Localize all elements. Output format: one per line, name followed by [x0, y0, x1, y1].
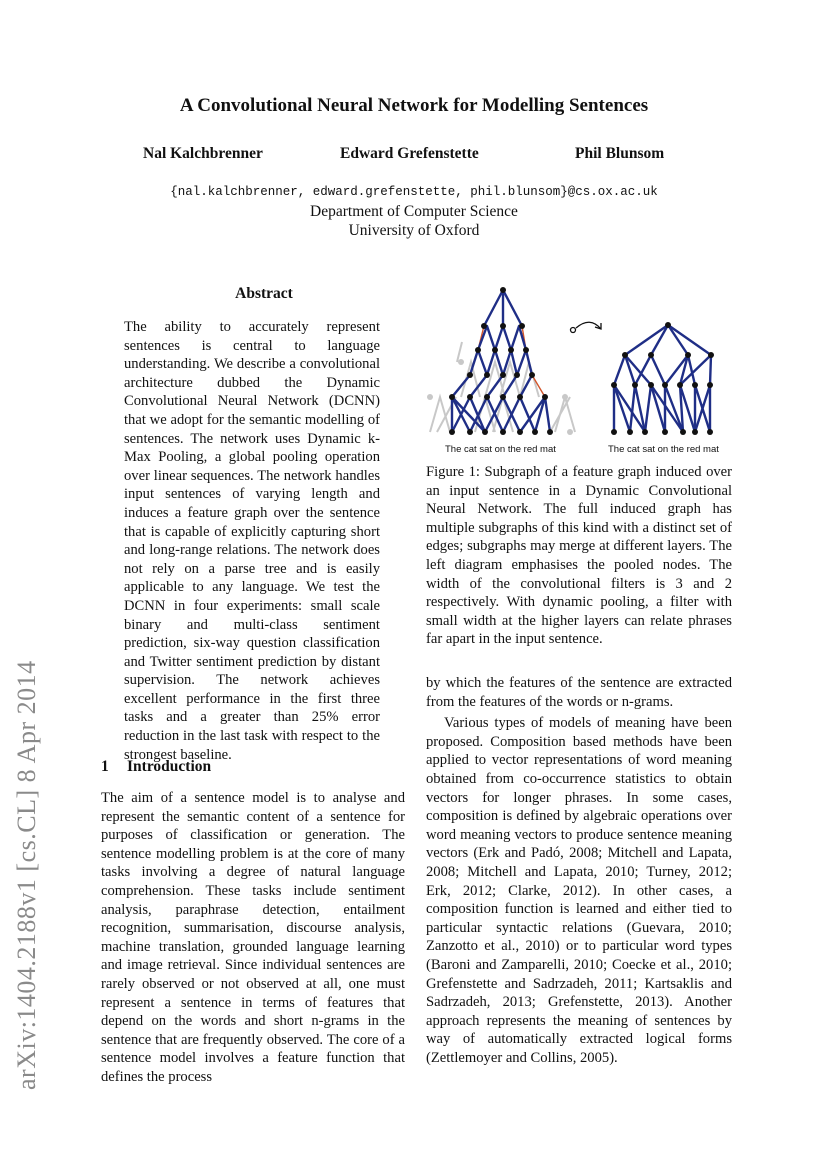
intro-body	[101, 789, 405, 1087]
department: Department of Computer Science	[310, 203, 518, 220]
paragraph-models-of-meaning: Various types of models of meaning have been proposed. Composition based methods have been applied to vector representations of word meaning obtained from co-occurrence statistics to obtain vectors for longer phrases. In some cases, composition is defined by algebraic operations over word meaning vectors to produce sentence meaning vectors (Erk and Padó, 2008; Mitchell and Lapata, 2008; Mitchell and Lapata, 2010; Turney, 2012; Erk, 2012; Clarke, 2012). In other cases, a composition function is learned and either tied to particular syntactic relations (Guevara, 2010; Zanzotto et al., 2010) or to particular word types (Baroni and Zamparelli, 2010; Coecke et al., 2010; Grefenstette and Sadrzadeh, 2011; Kartsaklis and Sadrzadeh, 2013; Grefenstette, 2013). Another approach represents the meaning of sentences by way of automatically extracted logical forms (Zettlemoyer and Collins, 2005).	[426, 715, 732, 1066]
figure-1-diagram	[425, 280, 740, 460]
figure-1-caption	[426, 463, 732, 649]
author-emails: {nal.kalchbrenner, edward.grefenstette, phil.blunsom}@cs.ox.ac.uk	[170, 185, 658, 199]
left-feature-graph	[427, 287, 575, 435]
right-column-body	[426, 674, 732, 1067]
author-1: Nal Kalchbrenner	[143, 145, 263, 162]
section-heading	[101, 758, 211, 776]
university: University of Oxford	[348, 222, 480, 239]
abstract-text: The ability to accurately represent sentences is central to language understanding. We describe a convolutional architecture dubbed the Dynamic Convolutional Neural Network (DCNN) that we adopt for the semantic modelling of sentences. The network uses Dynamic k-Max Pooling, a global pooling operation over linear sequences. The network handles input sentences of varying length and induces a feature graph over the sentence that is capable of explicitly capturing short and long-range relations. The network does not rely on a parse tree and is easily applicable to any language. We test the DCNN in four experiments: small scale binary and multi-class sentiment prediction, six-way question classification and Twitter sentiment prediction by distant supervision. The network achieves excellent performance in the first three tasks and a greater than 25% error reduction in the last task with respect to the strongest baseline.	[124, 319, 380, 763]
right-sentence-label: The cat sat on the red mat	[608, 444, 719, 455]
paper-title: A Convolutional Neural Network for Modelling Sentences	[179, 95, 649, 116]
abstract-heading: Abstract	[235, 285, 293, 302]
author-3: Phil Blunsom	[575, 145, 665, 162]
section-number: 1	[101, 758, 109, 775]
author-2: Edward Grefenstette	[340, 145, 479, 162]
right-feature-graph	[611, 322, 714, 435]
caption-text: Figure 1: Subgraph of a feature graph induced over an input sentence in a Dynamic Convolutional Neural Network. The full induced graph has multiple subgraphs of this kind with a distinct set of edges; subgraphs may merge at different layers. The left diagram emphasises the pooled nodes. The width of the convolutional filters is 3 and 2 respectively. With dynamic pooling, a filter with small width at the higher layers can relate phrases far apart in the input sentence.	[426, 464, 732, 648]
intro-text: The aim of a sentence model is to analyse and represent the semantic content of a sentence for purposes of classification or generation. The sentence modelling problem is at the core of many tasks involving a degree of natural language comprehension. These tasks include sentiment analysis, paraphrase detection, entailment recognition, summarisation, discourse analysis, machine translation, grounded language learning and image retrieval. Since individual sentences are rarely observed or not observed at all, one must represent a sentence in terms of features that depend on the words and short n-grams in the sentence that are frequently observed. The core of a sentence model involves a feature function that defines the process	[101, 790, 405, 1085]
curved-arrow-icon	[571, 322, 602, 332]
arxiv-identifier: arXiv:1404.2188v1 [cs.CL] 8 Apr 2014	[12, 660, 41, 1090]
left-sentence-label: The cat sat on the red mat	[445, 444, 556, 455]
paragraph-continuation: by which the features of the sentence are extracted from the features of the words or n-grams.	[426, 675, 732, 710]
section-title: Introduction	[127, 758, 212, 775]
abstract-body	[124, 318, 380, 764]
